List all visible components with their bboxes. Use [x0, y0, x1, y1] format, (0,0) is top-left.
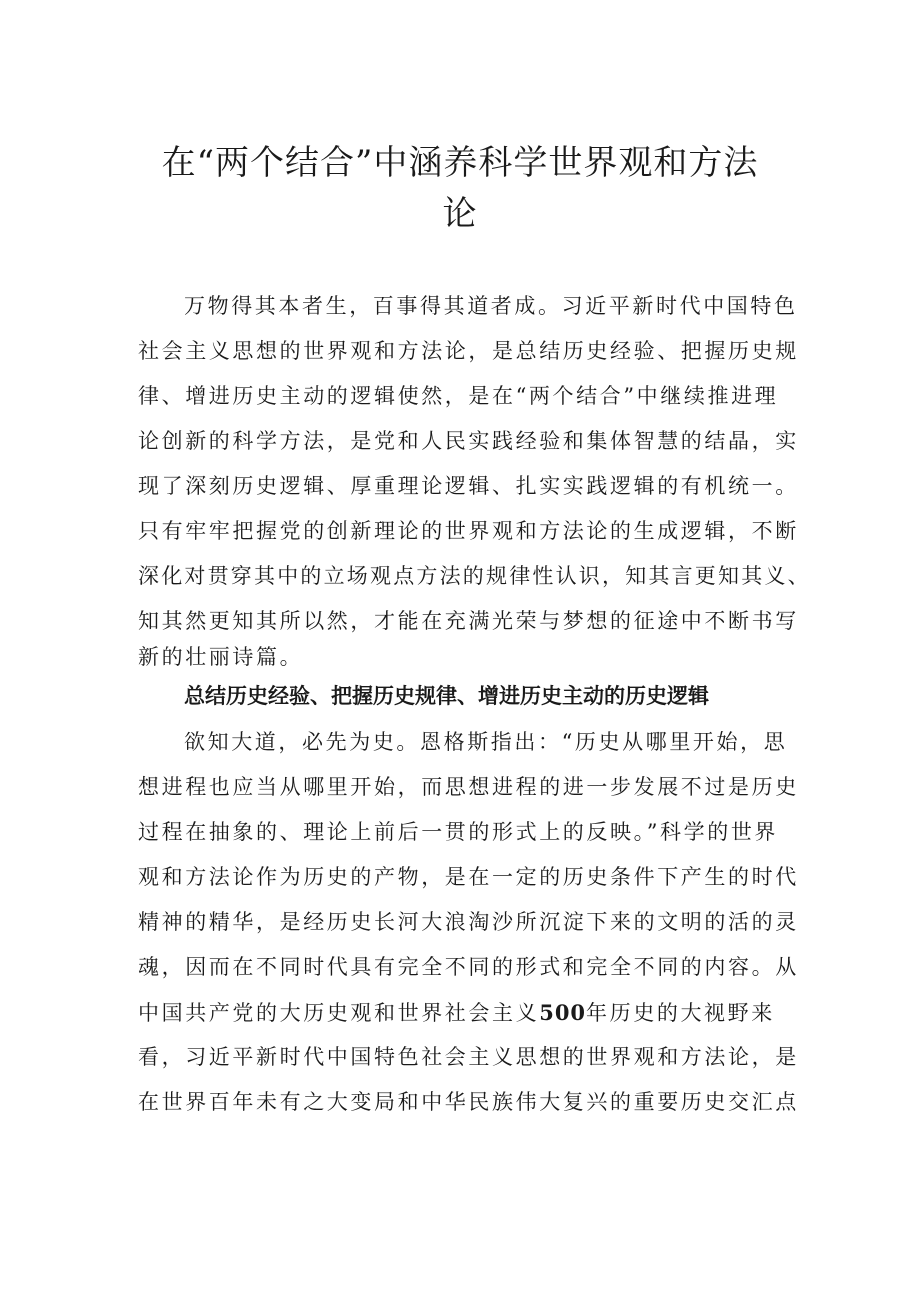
- paragraph-2-number: 500: [539, 1000, 587, 1025]
- paragraph-1-line: 论创新的科学方法，是党和人民实践经验和集体智慧的结晶，实: [138, 429, 799, 453]
- paragraph-2-line: 欲知大道，必先为史。恩格斯指出：“历史从哪里开始，思: [184, 730, 788, 754]
- paragraph-1-line: 深化对贯穿其中的立场观点方法的规律性认识，知其言更知其义、: [138, 564, 811, 588]
- paragraph-1-line: 现了深刻历史逻辑、厚重理论逻辑、扎实实践逻辑的有机统一。: [138, 474, 799, 498]
- paragraph-2-line: 观和方法论作为历史的产物，是在一定的历史条件下产生的时代: [138, 865, 799, 889]
- document-title-line-2: 论: [442, 194, 478, 234]
- paragraph-1-line: 律、增进历史主动的逻辑使然，是在“两个结合”中继续推进理: [138, 384, 779, 408]
- paragraph-2-line: 过程在抽象的、理论上前后一贯的形式上的反映。”科学的世界: [138, 820, 779, 844]
- paragraph-2-line: 精神的精华，是经历史长河大浪淘沙所沉淀下来的文明的活的灵: [138, 910, 799, 934]
- paragraph-1-line: 社会主义思想的世界观和方法论，是总结历史经验、把握历史规: [138, 339, 799, 363]
- paragraph-2-line: 魂，因而在不同时代具有完全不同的形式和完全不同的内容。从: [138, 955, 799, 979]
- paragraph-2-line-text-before: 中国共产党的大历史观和世界社会主义: [138, 1001, 540, 1025]
- paragraph-2-line: 在世界百年未有之大变局和中华民族伟大复兴的重要历史交汇点: [138, 1090, 799, 1114]
- paragraph-2-line: 想进程也应当从哪里开始，而思想进程的进一步发展不过是历史: [138, 775, 799, 799]
- document-title-line-1: 在“两个结合”中涵养科学世界观和方法: [161, 143, 759, 183]
- paragraph-1-line: 新的壮丽诗篇。: [138, 645, 304, 669]
- paragraph-1-line: 知其然更知其所以然，才能在充满光荣与梦想的征途中不断书写: [138, 609, 799, 633]
- section-heading: 总结历史经验、把握历史规律、增进历史主动的历史逻辑: [184, 684, 709, 708]
- paragraph-2-line: [138, 1002, 775, 1024]
- paragraph-1-line: 万物得其本者生，百事得其道者成。习近平新时代中国特色: [184, 294, 798, 318]
- paragraph-2-line: 看，习近平新时代中国特色社会主义思想的世界观和方法论，是: [138, 1045, 799, 1069]
- paragraph-1-line: 只有牢牢把握党的创新理论的世界观和方法论的生成逻辑，不断: [138, 519, 799, 543]
- paragraph-2-line-text-after: 年历史的大视野来: [586, 1001, 775, 1025]
